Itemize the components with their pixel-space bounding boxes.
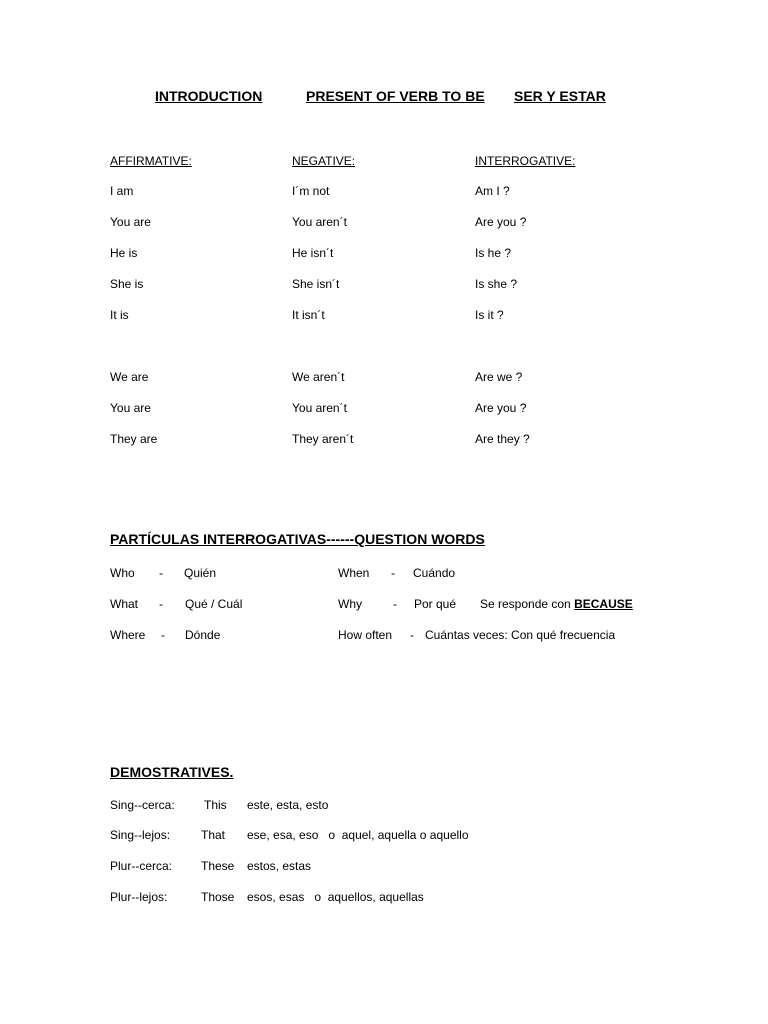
- demonstratives-heading: DEMOSTRATIVES.: [110, 764, 234, 780]
- dash: -: [410, 628, 414, 642]
- question-word-en: What: [110, 597, 139, 611]
- interrogative-cell: Is it ?: [475, 308, 504, 322]
- question-word-en: When: [338, 566, 370, 580]
- dash: -: [391, 566, 395, 580]
- why-note-text: Se responde con: [480, 597, 571, 611]
- demonstrative-word: These: [201, 859, 235, 873]
- demonstrative-spanish: este, esta, esto: [247, 798, 329, 812]
- demonstrative-label: Sing--lejos:: [110, 828, 171, 842]
- question-word-en: How often: [338, 628, 393, 642]
- interrogative-cell: Are you ?: [475, 215, 527, 229]
- affirmative-cell: You are: [110, 215, 151, 229]
- negative-cell: He isn´t: [292, 246, 334, 260]
- dash: -: [393, 597, 397, 611]
- question-word-es: Quién: [184, 566, 217, 580]
- why-answer-note: [480, 597, 633, 611]
- question-word-es: Qué / Cuál: [185, 597, 243, 611]
- question-word-es: Dónde: [185, 628, 221, 642]
- interrogative-cell: Am I ?: [475, 184, 510, 198]
- interrogative-cell: Are you ?: [475, 401, 527, 415]
- question-word-en: Why: [338, 597, 362, 611]
- demonstrative-label: Plur--cerca:: [110, 859, 173, 873]
- demonstrative-spanish: esos, esas o aquellos, aquellas: [247, 890, 424, 904]
- because-keyword: BECAUSE: [574, 597, 633, 611]
- question-words-heading: PARTÍCULAS INTERROGATIVAS------QUESTION WORDS: [110, 531, 485, 547]
- negative-cell: She isn´t: [292, 277, 340, 291]
- question-word-es: Cuántas veces: Con qué frecuencia: [425, 628, 616, 642]
- affirmative-cell: They are: [110, 432, 158, 446]
- demonstrative-word: Those: [201, 890, 235, 904]
- interrogative-cell: Is he ?: [475, 246, 512, 260]
- negative-cell: I´m not: [292, 184, 330, 198]
- affirmative-cell: You are: [110, 401, 151, 415]
- affirmative-cell: It is: [110, 308, 129, 322]
- negative-cell: You aren´t: [292, 215, 347, 229]
- question-word-es: Por qué: [414, 597, 457, 611]
- question-word-en: Who: [110, 566, 135, 580]
- title-introduction: INTRODUCTION: [155, 88, 263, 104]
- negative-cell: It isn´t: [292, 308, 325, 322]
- negative-cell: You aren´t: [292, 401, 347, 415]
- question-word-es: Cuándo: [413, 566, 456, 580]
- demonstrative-label: Sing--cerca:: [110, 798, 175, 812]
- negative-cell: They aren´t: [292, 432, 354, 446]
- header-interrogative: INTERROGATIVE:: [475, 154, 576, 168]
- demonstrative-word: That: [201, 828, 226, 842]
- header-negative: NEGATIVE:: [292, 154, 356, 168]
- dash: -: [159, 597, 163, 611]
- interrogative-cell: Are we ?: [475, 370, 523, 384]
- affirmative-cell: I am: [110, 184, 134, 198]
- affirmative-cell: We are: [110, 370, 149, 384]
- demonstrative-spanish: estos, estas: [247, 859, 312, 873]
- header-affirmative: AFFIRMATIVE:: [110, 154, 192, 168]
- interrogative-cell: Is she ?: [475, 277, 518, 291]
- demonstrative-word: This: [204, 798, 227, 812]
- dash: -: [161, 628, 165, 642]
- dash: -: [159, 566, 163, 580]
- interrogative-cell: Are they ?: [475, 432, 530, 446]
- title-present-verb-to-be: PRESENT OF VERB TO BE: [306, 88, 485, 104]
- question-word-en: Where: [110, 628, 146, 642]
- demonstrative-spanish: ese, esa, eso o aquel, aquella o aquello: [247, 828, 469, 842]
- affirmative-cell: She is: [110, 277, 144, 291]
- demonstrative-label: Plur--lejos:: [110, 890, 168, 904]
- title-ser-y-estar: SER Y ESTAR: [514, 88, 606, 104]
- negative-cell: We aren´t: [292, 370, 345, 384]
- affirmative-cell: He is: [110, 246, 138, 260]
